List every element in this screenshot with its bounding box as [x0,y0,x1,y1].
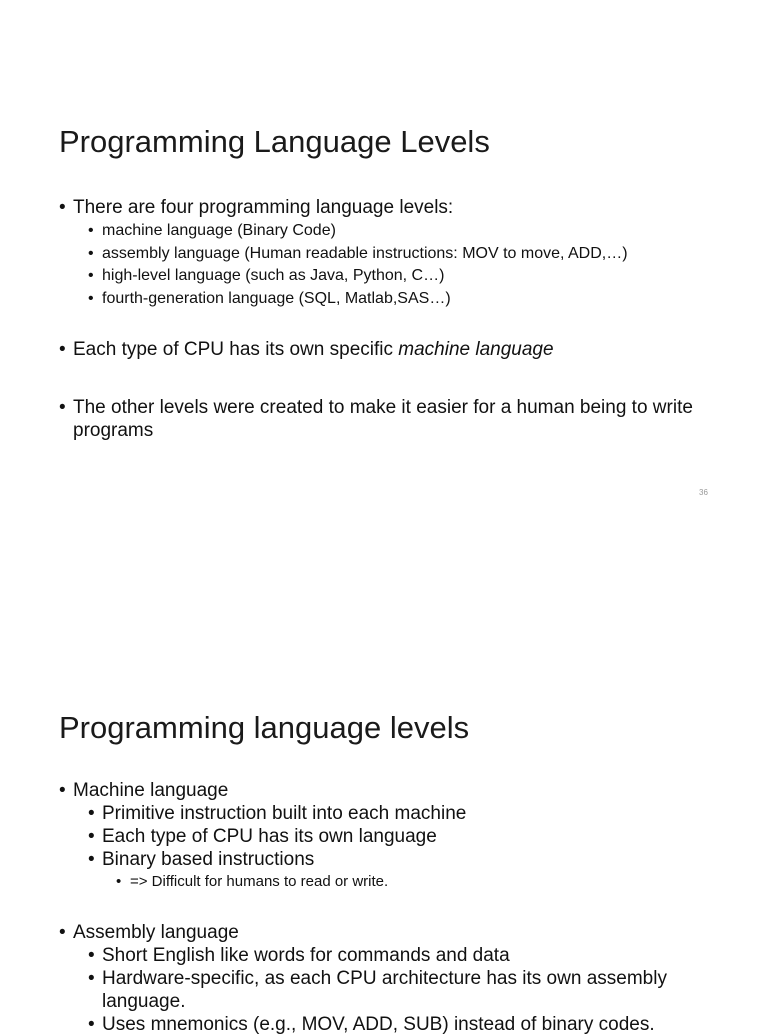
bullet-assembly-language: • Assembly language [59,921,722,944]
cpu-bullet-list [59,338,554,361]
level-item-high-level: • high-level language (such as Java, Python, C…) [59,265,628,288]
slide-title: Programming Language Levels [59,124,490,159]
assembly-language-section [59,921,722,1036]
slide-number: 36 [699,488,708,497]
level-item-machine: • machine language (Binary Code) [59,220,628,243]
machine-sub-point: • => Difficult for humans to read or write. [59,871,466,893]
other-levels-bullet-list [59,396,703,442]
cpu-emphasis: machine language [398,339,554,360]
assembly-point: • Uses mnemonics (e.g., MOV, ADD, SUB) instead of binary codes. [59,1013,722,1036]
machine-point: • Each type of CPU has its own language [59,825,466,848]
machine-point: • Binary based instructions [59,848,466,871]
intro-bullet-list [59,196,453,219]
assembly-point: • Hardware-specific, as each CPU architecture has its own assembly language. [59,967,722,1013]
slide-programming-language-levels-detail [0,690,768,1035]
bullet-cpu-machine-language [59,338,554,361]
machine-language-section [59,779,466,893]
bullet-other-levels: • The other levels were created to make it easier for a human being to write programs [59,396,703,442]
slide-title: Programming language levels [59,710,470,745]
bullet-machine-language: • Machine language [59,779,466,802]
level-item-fourth-generation: • fourth-generation language (SQL, Matlab,SAS…) [59,288,628,311]
level-item-assembly: • assembly language (Human readable instructions: MOV to move, ADD,…) [59,243,628,266]
assembly-point: • Short English like words for commands and data [59,944,722,967]
machine-point: • Primitive instruction built into each machine [59,802,466,825]
levels-list [59,220,628,310]
bullet-four-levels: • There are four programming language levels: [59,196,453,219]
cpu-text: Each type of CPU has its own specific [73,339,399,360]
